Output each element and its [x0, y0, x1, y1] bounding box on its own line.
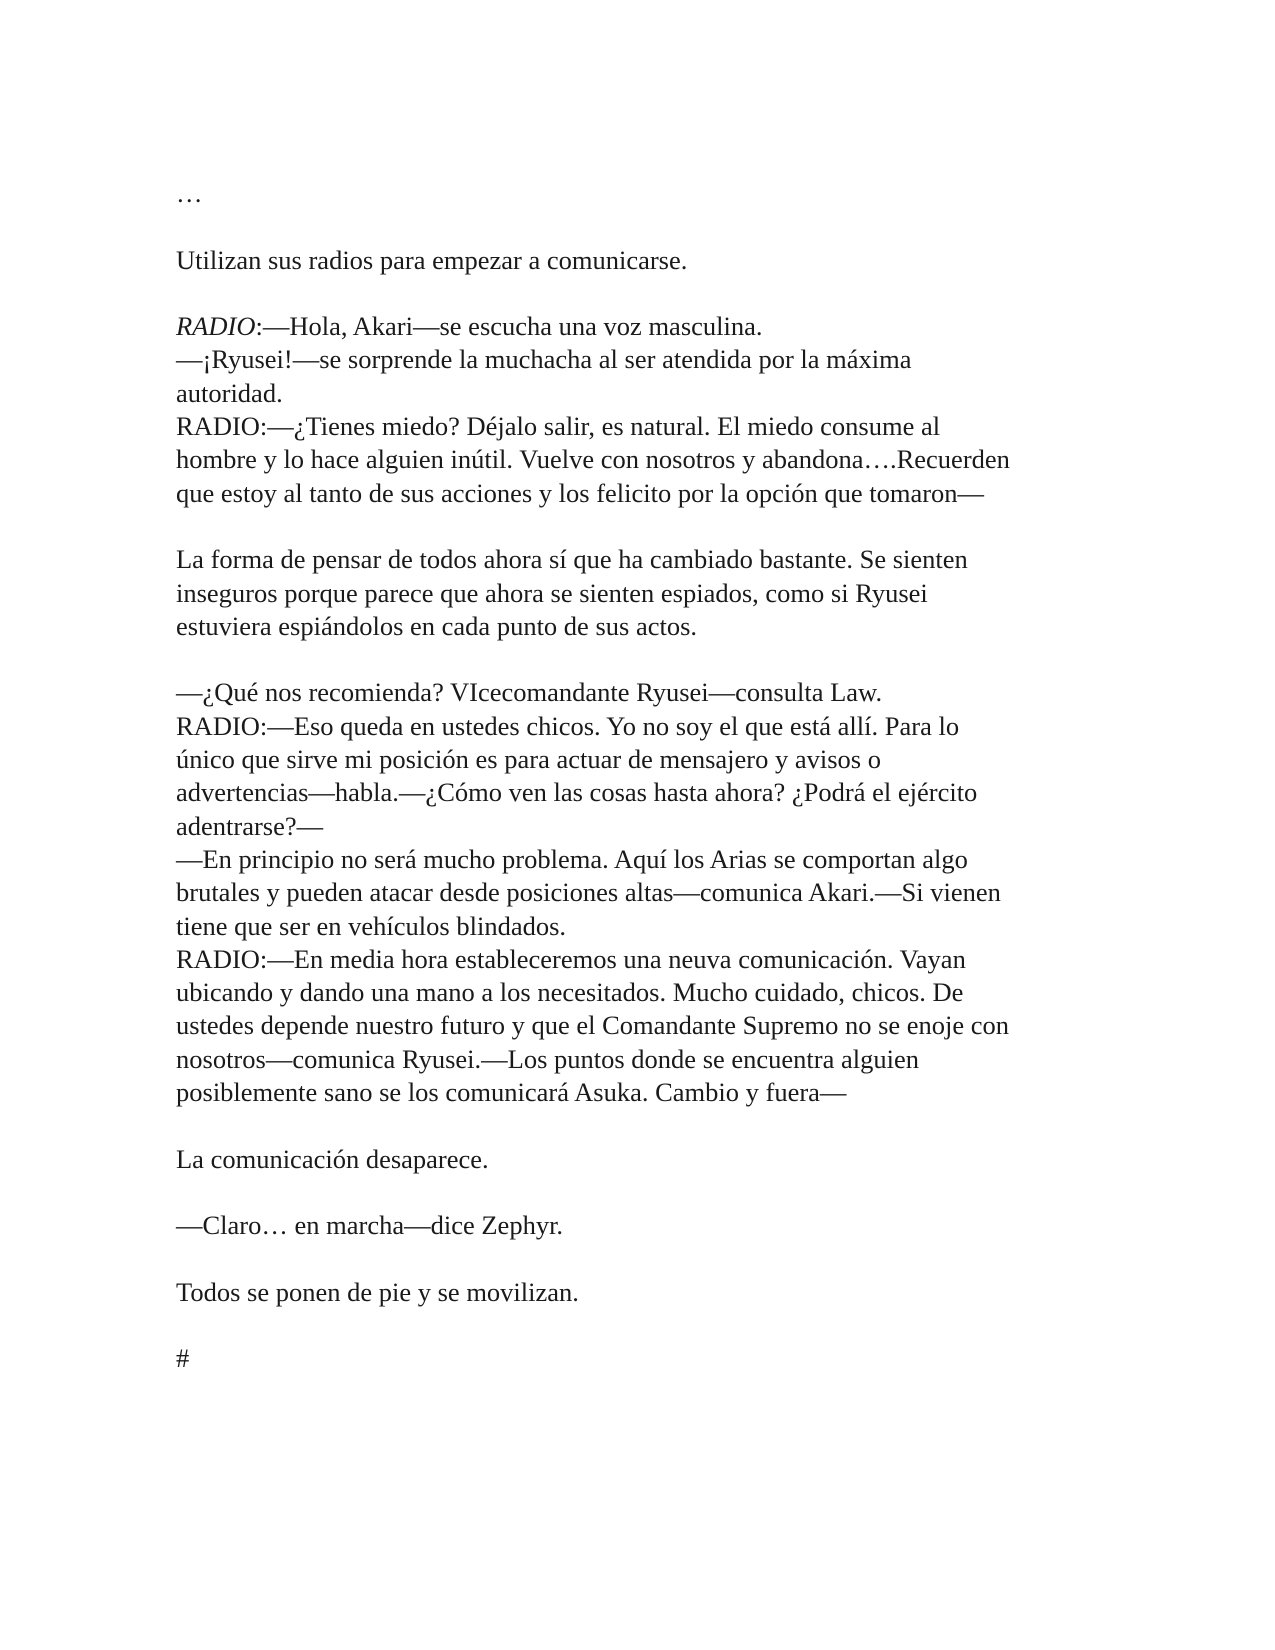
text-line: que estoy al tanto de sus acciones y los felicito por la opción que tomaron— [176, 477, 985, 508]
text-line: inseguros porque parece que ahora se sienten espiados, como si Ryusei [176, 577, 928, 608]
text-line: RADIO:—En media hora estableceremos una neuva comunicación. Vayan [176, 943, 966, 974]
paragraph-gap [176, 1309, 1106, 1342]
text-line: —Claro… en marcha—dice Zephyr. [176, 1210, 564, 1241]
paragraph [176, 310, 1106, 510]
text-line: La comunicación desaparece. [176, 1143, 489, 1174]
text-line: autoridad. [176, 377, 283, 408]
paragraph-gap [176, 210, 1106, 243]
text-line: único que sirve mi posición es para actuar de mensajero y avisos o [176, 744, 881, 775]
text-line: hombre y lo hace alguien inútil. Vuelve con nosotros y abandona….Recuerden [176, 444, 1010, 475]
paragraph [176, 1276, 1106, 1309]
text-line: … [176, 178, 203, 208]
text-line: —En principio no será mucho problema. Aquí los Arias se comportan algo [176, 843, 968, 874]
text-line: RADIO:—Eso queda en ustedes chicos. Yo no soy el que está allí. Para lo [176, 710, 960, 741]
text-line: La forma de pensar de todos ahora sí que ha cambiado bastante. Se sienten [176, 544, 968, 575]
paragraph-gap [176, 643, 1106, 676]
paragraph [176, 1209, 1106, 1242]
paragraph [176, 1342, 1106, 1375]
paragraph [176, 244, 1106, 277]
paragraph [176, 676, 1106, 1109]
text-line: brutales y pueden atacar desde posiciones altas—comunica Akari.—Si vienen [176, 877, 1001, 908]
text-line: tiene que ser en vehículos blindados. [176, 910, 567, 941]
text-line: ubicando y dando una mano a los necesitados. Mucho cuidado, chicos. De [176, 977, 964, 1008]
text-line: estuviera espiándolos en cada punto de sus actos. [176, 610, 698, 641]
text-line: RADIO:—¿Tienes miedo? Déjalo salir, es natural. El miedo consume al [176, 411, 941, 442]
paragraph-gap [176, 277, 1106, 310]
text-run: :—Hola, Akari—se escucha una voz masculina. [255, 311, 763, 342]
text-line [176, 310, 1106, 343]
speaker-label: RADIO [176, 311, 256, 342]
text-line: Todos se ponen de pie y se movilizan. [176, 1276, 579, 1307]
paragraph [176, 177, 1106, 210]
paragraph-gap [176, 1176, 1106, 1209]
paragraph [176, 543, 1106, 643]
text-line: # [176, 1343, 190, 1374]
text-line: advertencias—habla.—¿Cómo ven las cosas hasta ahora? ¿Podrá el ejército [176, 777, 978, 808]
paragraph [176, 1143, 1106, 1176]
text-line: ustedes depende nuestro futuro y que el Comandante Supremo no se enoje con [176, 1010, 1010, 1041]
paragraph-gap [176, 1109, 1106, 1142]
paragraph-gap [176, 510, 1106, 543]
text-line: adentrarse?— [176, 810, 324, 841]
paragraph-gap [176, 1243, 1106, 1276]
text-line: nosotros—comunica Ryusei.—Los puntos donde se encuentra alguien [176, 1043, 919, 1074]
document-body [176, 177, 1106, 1376]
text-line: —¿Qué nos recomienda? VIcecomandante Ryusei—consulta Law. [176, 677, 883, 708]
text-line: Utilizan sus radios para empezar a comunicarse. [176, 244, 688, 275]
text-line: posiblemente sano se los comunicará Asuka. Cambio y fuera— [176, 1077, 847, 1108]
text-line: —¡Ryusei!—se sorprende la muchacha al ser atendida por la máxima [176, 344, 912, 375]
